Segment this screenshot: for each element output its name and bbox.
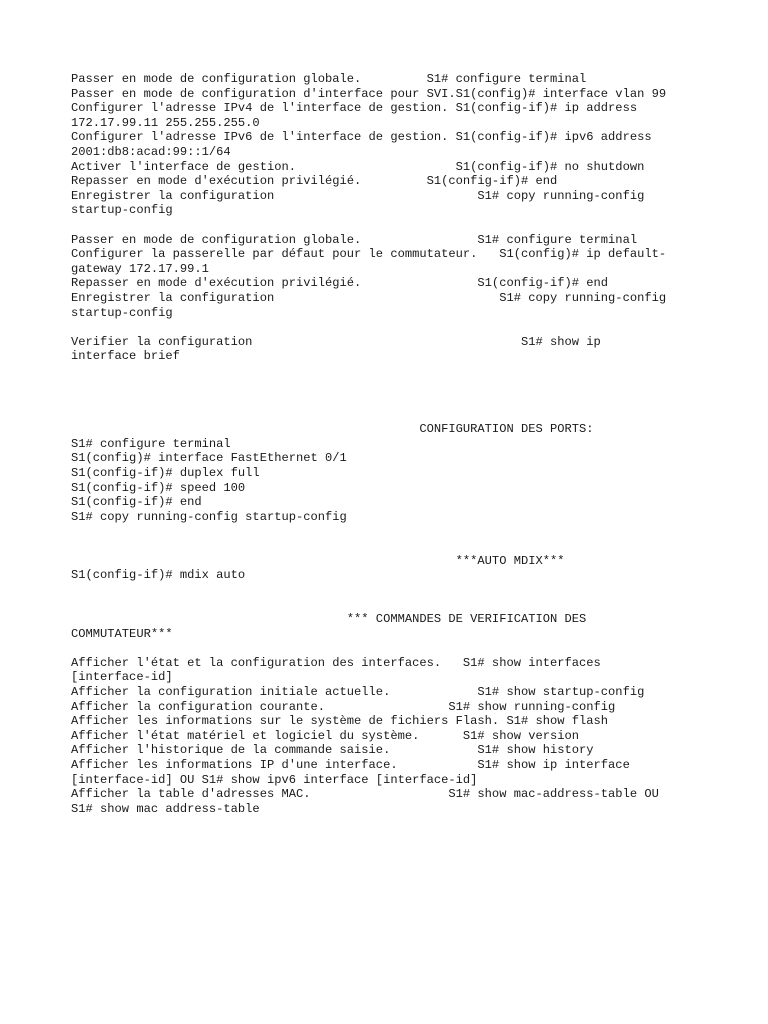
document-line [71, 641, 666, 656]
document-line: S1(config-if)# duplex full [71, 466, 260, 481]
document-line: Passer en mode de configuration globale. S1# configure terminal [71, 232, 638, 247]
document-line: Afficher les informations IP d'une interface. S1# show ip interface [71, 757, 630, 772]
document-line: Afficher la configuration courante. S1# show running-config [71, 699, 616, 714]
document-line: S1# show mac address-table [71, 801, 260, 816]
document-line: startup-config [71, 203, 173, 218]
document-line: CONFIGURATION DES PORTS: [71, 422, 594, 437]
document-line: S1(config-if)# speed 100 [71, 480, 246, 495]
document-line [71, 364, 666, 379]
document-line [71, 320, 666, 335]
document-line: Enregistrer la configuration S1# copy running-config [71, 290, 667, 305]
document-line: S1# configure terminal [71, 436, 231, 451]
document-line: gateway 172.17.99.1 [71, 261, 209, 276]
document-line: Repasser en mode d'exécution privilégié. S1(config-if)# end [71, 276, 609, 291]
document-line: COMMUTATEUR*** [71, 626, 173, 641]
document-line: ***AUTO MDIX*** [71, 553, 565, 568]
document-line: Afficher la configuration initiale actuelle. S1# show startup-config [71, 684, 645, 699]
document-line: Configurer la passerelle par défaut pour le commutateur. S1(config)# ip default- [71, 247, 667, 262]
document-line [71, 583, 666, 598]
document-line: Passer en mode de configuration d'interface pour SVI.S1(config)# interface vlan 99 [71, 86, 667, 101]
document-line: Passer en mode de configuration globale. S1# configure terminal [71, 72, 587, 86]
document-line: [interface-id] [71, 670, 173, 685]
document-line: 2001:db8:acad:99::1/64 [71, 144, 231, 159]
document-line [71, 597, 666, 612]
document-line: Repasser en mode d'exécution privilégié. S1(config-if)# end [71, 174, 558, 189]
document-line: Afficher l'état et la configuration des interfaces. S1# show interfaces [71, 655, 601, 670]
document-line: [interface-id] OU S1# show ipv6 interface [interface-id] [71, 772, 478, 787]
document-line [71, 378, 666, 393]
document-line: S1(config)# interface FastEthernet 0/1 [71, 451, 347, 466]
document-line [71, 524, 666, 539]
document-line: Activer l'interface de gestion. S1(config-if)# no shutdown [71, 159, 645, 174]
document-line: Configurer l'adresse IPv4 de l'interface de gestion. S1(config-if)# ip address [71, 101, 638, 116]
document-line: interface brief [71, 349, 180, 364]
document-line: Enregistrer la configuration S1# copy running-config [71, 188, 645, 203]
document-line [71, 539, 666, 554]
document-line: S1# copy running-config startup-config [71, 509, 347, 524]
document-line: S1(config-if)# end [71, 495, 202, 510]
document-line [71, 408, 666, 423]
document-line: *** COMMANDES DE VERIFICATION DES [71, 611, 587, 626]
document-body [71, 72, 666, 816]
document-line [71, 218, 666, 233]
document-line: Configurer l'adresse IPv6 de l'interface de gestion. S1(config-if)# ipv6 address [71, 130, 652, 145]
document-line: 172.17.99.11 255.255.255.0 [71, 115, 260, 130]
document-line [71, 393, 666, 408]
document-line: Afficher l'historique de la commande saisie. S1# show history [71, 743, 594, 758]
document-line: Afficher la table d'adresses MAC. S1# show mac-address-table OU [71, 787, 659, 802]
document-line: startup-config [71, 305, 173, 320]
document-line: S1(config-if)# mdix auto [71, 568, 246, 583]
document-line: Afficher les informations sur le système de fichiers Flash. S1# show flash [71, 714, 609, 729]
document-line: Afficher l'état matériel et logiciel du système. S1# show version [71, 728, 580, 743]
document-line: Verifier la configuration S1# show ip [71, 334, 601, 349]
